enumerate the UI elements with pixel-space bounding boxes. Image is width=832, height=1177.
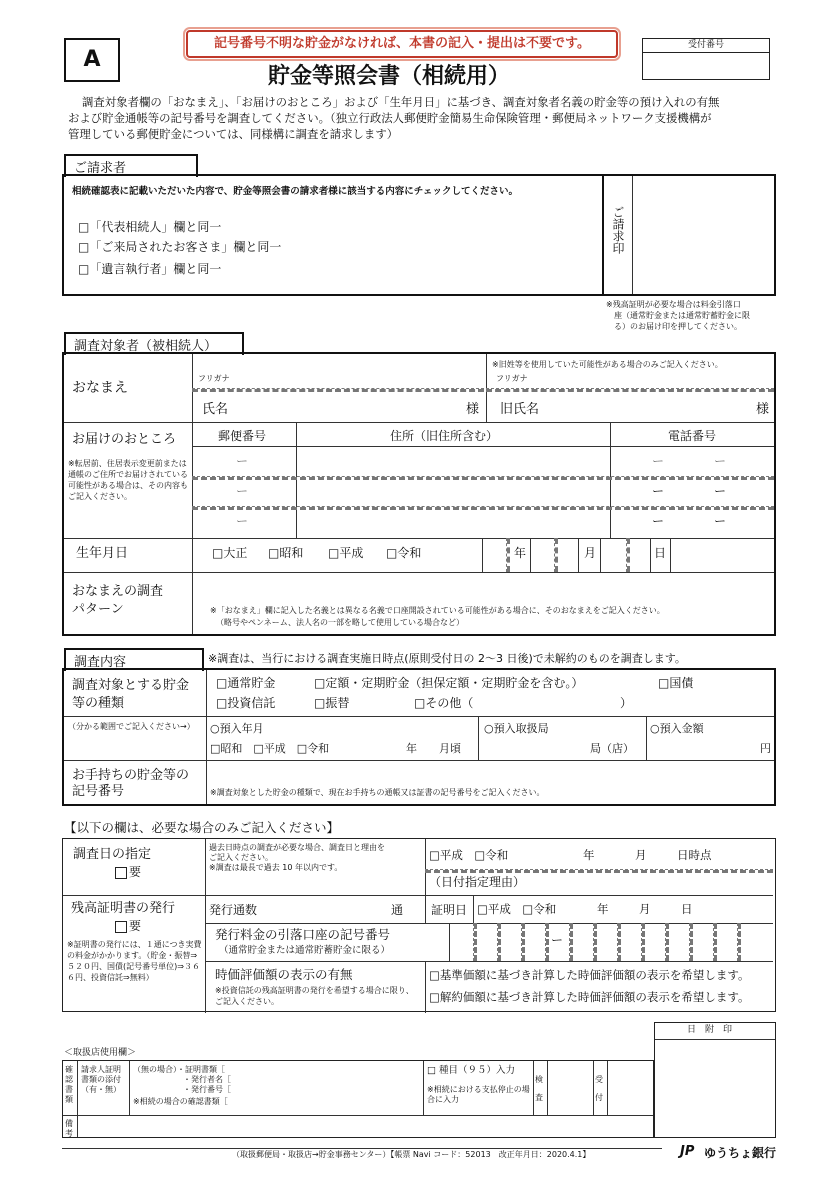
pattern-note-1: ※「おなまえ」欄に記入した名義とは異なる名義で口座開設されている可能性がある場合に、そのおなまえをご記入ください。 [210,606,665,615]
seal-note-2: 座（通常貯金または通常貯蓄貯金に限 [614,311,750,320]
known-note: （分かる範囲でご記入ください→） [68,722,195,731]
type-jgb[interactable]: □国債 [658,676,694,690]
yen-label: 円 [760,742,771,755]
jp-logo: JP [680,1144,695,1159]
deposit-office-suffix: 局（店） [590,742,634,755]
furigana-label-2: フリガナ [496,374,528,383]
postal-dash-3: ー [236,514,249,528]
address-input-1[interactable] [300,448,606,474]
pattern-input[interactable] [196,574,770,604]
notice-banner: 記号番号不明な貯金がなければ、本書の記入・提出は不要です。 [186,30,618,58]
name-input[interactable] [240,392,460,418]
phone-dash-1b: ー [714,454,727,468]
receipt-number-box[interactable] [642,38,770,80]
old-name-input[interactable] [550,392,750,418]
dob-era-reiwa[interactable]: □令和 [386,546,422,560]
phone-dash-3b: ー [714,514,727,528]
deposit-ym: 年 月頃 [406,742,461,755]
inspect-label: 検査 [535,1075,543,1102]
requester-option-visitor[interactable]: □「ご来局されたお客さま」欄と同一 [78,240,282,254]
survey-month: 月 [635,848,647,862]
cert-year: 年 [597,902,609,916]
survey-note-1: 過去日時点の調査が必要な場合、調査日と理由を [209,843,385,852]
phone-dash-1a: ー [652,454,665,468]
intro-line-1: 調査対象者欄の「おなまえ」、「お届けのおところ」および「生年月日」に基づき、調査対象者名義の貯金等の預け入れの有無 [82,95,720,109]
balance-need[interactable] [115,919,141,933]
survey-eras[interactable]: □平成 □令和 [429,848,509,862]
page-title: 貯金等照会書（相続用） [268,64,511,89]
requester-option-representative[interactable]: □「代表相続人」欄と同一 [78,220,222,234]
date-stamp-label: 日 附 印 [687,1025,733,1035]
optional-header: 【以下の欄は、必要な場合のみご記入ください】 [64,820,340,835]
type-ordinary[interactable]: □通常貯金 [216,676,276,690]
intro-line-2: および貯金通帳等の記号番号を調査してください。（独立行政法人郵便貯金簡易生命保険管理・郵便局ネットワーク支援機構が [68,111,712,125]
dob-era-heisei[interactable]: □平成 [328,546,364,560]
phone-dash-2a: ー [652,484,665,498]
requester-option-executor[interactable]: □「遺言執行者」欄と同一 [78,262,222,276]
address-note: ※転居前、住居表示変更前または通帳のご住所でお届けされている可能性がある場合は、その内容もご記入ください。 [68,459,188,501]
content-section [62,668,776,806]
shimei-label: 氏名 [202,402,229,417]
kinds-1: （無の場合）・証明書類［ [133,1065,225,1074]
valuation-option-base[interactable]: □基準価額に基づき計算した時価評価額の表示を希望します。 [429,968,750,982]
seal-note-1: ※残高証明が必要な場合は料金引落口 [606,300,741,309]
requester-seal-label: ご請求印 [611,206,625,254]
balance-label: 残高証明書の発行 [71,901,176,916]
address-input-3[interactable] [300,508,606,534]
content-tab-note: ※調査は、当行における調査実施日時点(原則受付日の 2～3 日後)で未解約のものを調査します。 [208,652,686,665]
balance-need-checkbox[interactable] [115,921,127,933]
deposit-office-label: ○預入取扱局 [484,722,549,735]
phone-header: 電話番号 [668,429,717,443]
type-other[interactable]: □その他（ [414,696,474,710]
phone-dash-3a: ー [652,514,665,528]
survey-need[interactable] [115,865,141,879]
address-header: 住所（旧住所含む） [390,429,499,443]
bank-name: ゆうちょ銀行 [704,1146,777,1160]
kinds-3: ・発行番号［ [183,1085,231,1094]
furigana-label: フリガナ [198,374,230,383]
survey-note-3: ※調査は最長で過去 10 年以内です。 [209,863,343,872]
requester-tab: ご請求者 [64,154,198,177]
cert-day: 日 [681,902,693,916]
kinds-4: ※相続の場合の確認書類［ [133,1097,228,1106]
content-tab: 調査内容 [64,648,204,671]
dob-era-showa[interactable]: □昭和 [268,546,304,560]
valuation-option-cancel[interactable]: □解約価額に基づき計算した時価評価額の表示を希望します。 [429,990,750,1004]
office-use-label: ＜取扱店使用欄＞ [64,1048,137,1058]
receipt-number-label: 受付番号 [643,39,769,53]
remarks-label: 備考 [65,1119,73,1138]
dob-year: 年 [514,546,527,560]
subject-section [62,352,776,636]
held-number-input[interactable] [210,762,770,784]
pattern-label-1: おなまえの調査 [72,584,164,599]
fee-account-dash: ー [551,933,564,947]
postal-dash-2: ー [236,484,249,498]
postal-header: 郵便番号 [218,429,267,443]
confirm-col-label: 確認書類 [65,1065,73,1104]
survey-need-label: 要 [129,865,142,879]
held-label-1: お手持ちの貯金等の [72,768,190,783]
old-shimei-label: 旧氏名 [500,402,540,417]
valuation-label: 時価評価額の表示の有無 [215,967,353,982]
type-transfer[interactable]: □振替 [314,696,350,710]
survey-need-checkbox[interactable] [115,867,127,879]
requester-instruction: 相続確認表に記載いただいた内容で、貯金等照会書の請求者様に該当する内容にチェックしてください。 [72,186,519,197]
seal-note-3: る）のお届け印を押してください。 [614,322,742,331]
footer-routing: （取扱郵便局・取扱店→貯金事務センター）【帳票 Navi コード：52013 改正年月日：2020.4.1】 [232,1150,591,1159]
address-label: お届けのおところ [72,432,177,447]
survey-reason[interactable]: （日付指定理由） [429,875,526,889]
sama-label: 様 [466,402,480,417]
held-label-2: 記号番号 [72,784,125,799]
dob-day: 日 [654,546,667,560]
kinds-2: ・発行者名［ [183,1075,231,1084]
types-label-2: 等の種類 [72,696,125,711]
pattern-note-2: （略号やペンネーム、法人名の一部を略して使用している場合など） [216,618,464,627]
address-input-2[interactable] [300,478,606,504]
name-label: おなまえ [72,380,128,396]
survey-year: 年 [583,848,595,862]
intro-line-3: 管理している郵便貯金については、同様構に調査を請求します） [68,127,399,141]
fee-account-label-1: 発行料金の引落口座の記号番号 [215,927,391,942]
dob-month: 月 [584,546,597,560]
balance-need-label: 要 [129,919,142,933]
sama-label-2: 様 [756,402,770,417]
types-label-1: 調査対象とする貯金 [72,678,190,693]
attach-col-label: 受付 [595,1075,603,1102]
cert-month: 月 [639,902,651,916]
optional-section [62,838,776,1012]
item95[interactable]: □ 種目（９５）入力 [427,1065,515,1076]
cert-eras[interactable]: □平成 □令和 [477,902,557,916]
cert-date-label: 証明日 [431,903,468,917]
deposit-eras[interactable]: □昭和 □平成 □令和 [210,742,330,755]
subject-tab: 調査対象者（被相続人） [64,332,244,355]
type-fixed[interactable]: □定額・定期貯金（担保定額・定期貯金を含む。） [314,676,584,690]
held-note: ※調査対象とした貯金の種類で、現在お手持ちの通帳又は証書の記号番号をご記入ください。 [210,788,545,797]
survey-day: 日時点 [677,848,712,862]
valuation-note: ※投資信託の残高証明書の発行を希望する場合に限り、ご記入ください。 [215,986,414,1006]
dob-label: 生年月日 [76,546,129,561]
requester-section [62,174,776,296]
deposit-amount-label: ○預入金額 [650,722,704,735]
type-trust[interactable]: □投資信託 [216,696,276,710]
office-use-section [62,1060,654,1138]
pattern-label-2: パターン [72,602,124,617]
type-other-close: ） [620,696,633,710]
balance-note: ※証明書の発行には、１通につき実費の料金がかかります。（貯金・振替⇒５２０円、国債(記号番号単位)⇒３６６円、投資信託⇒無料） [67,940,202,982]
fee-account-label-2: （通常貯金または通常貯蓄貯金に限る） [219,945,391,956]
dob-era-taisho[interactable]: □大正 [212,546,248,560]
deposit-date-label: ○預入年月 [210,722,264,735]
date-stamp-box[interactable] [654,1022,776,1138]
item95-note: ※相続における支払停止の場合に入力 [427,1085,530,1104]
attach-label: 請求人証明書類の添付（有・無） [81,1065,121,1094]
old-name-note: ※旧姓等を使用していた可能性がある場合のみご記入ください。 [492,360,723,369]
requester-seal-area[interactable] [634,178,772,290]
postal-dash-1: ー [236,454,249,468]
copies-unit: 通 [391,903,404,917]
survey-note-2: ご記入ください。 [209,853,273,862]
phone-dash-2b: ー [714,484,727,498]
form-letter-box: A [64,38,120,82]
survey-date-label: 調査日の指定 [73,847,152,862]
copies-label: 発行通数 [209,903,258,917]
